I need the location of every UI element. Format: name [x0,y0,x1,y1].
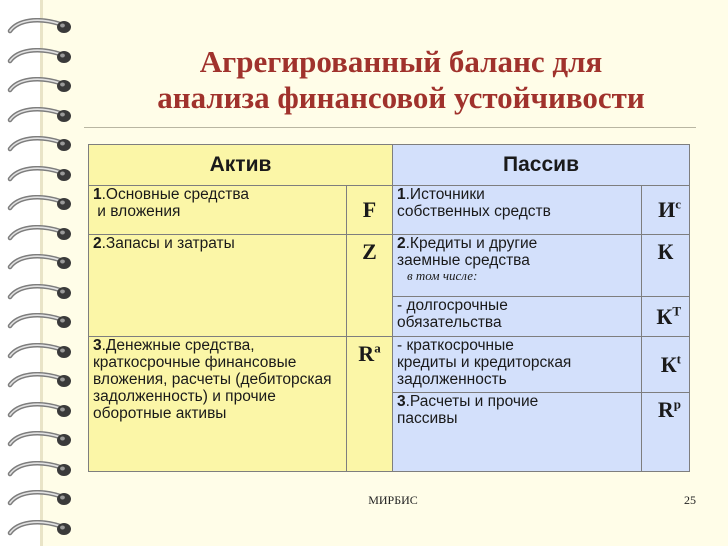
asset-item-1 [89,186,347,234]
liability-number: 3 [397,393,406,411]
asset-header: Актив [89,145,393,186]
table-row [89,234,690,296]
spiral-ring-icon [4,490,74,508]
symbol-letter: F [362,197,377,223]
symbol-letter: Z [362,238,377,264]
liability-item-1 [393,186,642,234]
symbol-letter: R [657,397,674,423]
symbol-superscript: a [374,340,381,356]
asset-text-continued: и вложения [93,203,181,221]
asset-symbol-ra [347,337,393,472]
spiral-ring-icon [4,313,74,331]
spiral-ring-icon [4,343,74,361]
liability-text: - краткосрочные [397,337,514,355]
liability-number: 1 [397,186,406,204]
liability-header: Пассив [393,145,690,186]
symbol-letter: К [656,304,673,330]
spiral-ring-icon [4,402,74,420]
liability-item-long-term [393,296,642,336]
title-divider [84,127,696,128]
liability-symbol-kt [642,296,690,336]
spiral-ring-icon [4,195,74,213]
table-row [89,337,690,393]
liability-symbol-k [642,234,690,296]
liability-note: в том числе: [407,267,478,283]
spiral-ring-icon [4,107,74,125]
asset-number: 1 [93,186,102,204]
symbol-superscript: c [675,197,682,213]
liability-text-continued: собственных средств [397,203,551,221]
liability-number: 2 [397,234,406,252]
spiral-ring-icon [4,520,74,538]
spiral-ring-icon [4,136,74,154]
liability-text: .Расчеты и прочие [405,393,539,411]
symbol-superscript: T [672,303,682,319]
spiral-ring-icon [4,461,74,479]
liability-text-continued: заемные средства [397,251,530,269]
spiral-ring-icon [4,225,74,243]
asset-symbol-z [347,234,393,337]
liability-item-short-term [393,337,642,393]
liability-symbol-ic [642,186,690,234]
spiral-ring-icon [4,431,74,449]
page-number: 25 [684,493,696,507]
spiral-ring-icon [4,166,74,184]
spiral-ring-icon [4,284,74,302]
symbol-letter: К [660,352,677,378]
table-row [89,186,690,234]
asset-number: 2 [93,234,102,252]
slide-title [96,44,706,116]
liability-text: .Кредиты и другие [405,234,538,252]
symbol-superscript: p [673,397,682,413]
table-header-row [89,145,690,186]
title-line-2: анализа финансовой устойчивости [157,80,645,115]
asset-text: .Запасы и затраты [101,234,235,252]
liability-text-continued: кредиты и кредиторская задолженность [397,354,572,389]
title-line-1: Агрегированный баланс для [199,44,603,79]
spiral-ring-icon [4,77,74,95]
spiral-ring-icon [4,48,74,66]
asset-text: .Основные средства [101,186,250,204]
spiral-ring-icon [4,18,74,36]
asset-item-2 [89,234,347,337]
liability-item-3 [393,393,642,472]
symbol-letter: И [658,197,676,223]
liability-text-continued: пассивы [397,410,458,428]
symbol-letter: К [657,238,674,264]
symbol-letter: R [358,341,375,367]
asset-number: 3 [93,337,102,355]
asset-text: .Денежные средства, [101,337,255,355]
liability-text: .Источники [405,186,485,204]
liability-text: - долгосрочные [397,296,508,314]
asset-symbol-f [347,186,393,234]
liability-symbol-rp [642,393,690,472]
liability-symbol-kt-short [642,337,690,393]
liability-text-continued: обязательства [397,313,502,331]
balance-table [88,144,690,472]
spiral-ring-icon [4,254,74,272]
spiral-ring-icon [4,372,74,390]
asset-item-3 [89,337,347,472]
liability-item-2 [393,234,642,296]
symbol-superscript: t [676,351,682,367]
footer-label: МИРБИС [368,493,418,507]
asset-text-continued: краткосрочные финансовые вложения, расчеты (дебиторская задолженность) и прочие оборотные активы [93,354,332,423]
